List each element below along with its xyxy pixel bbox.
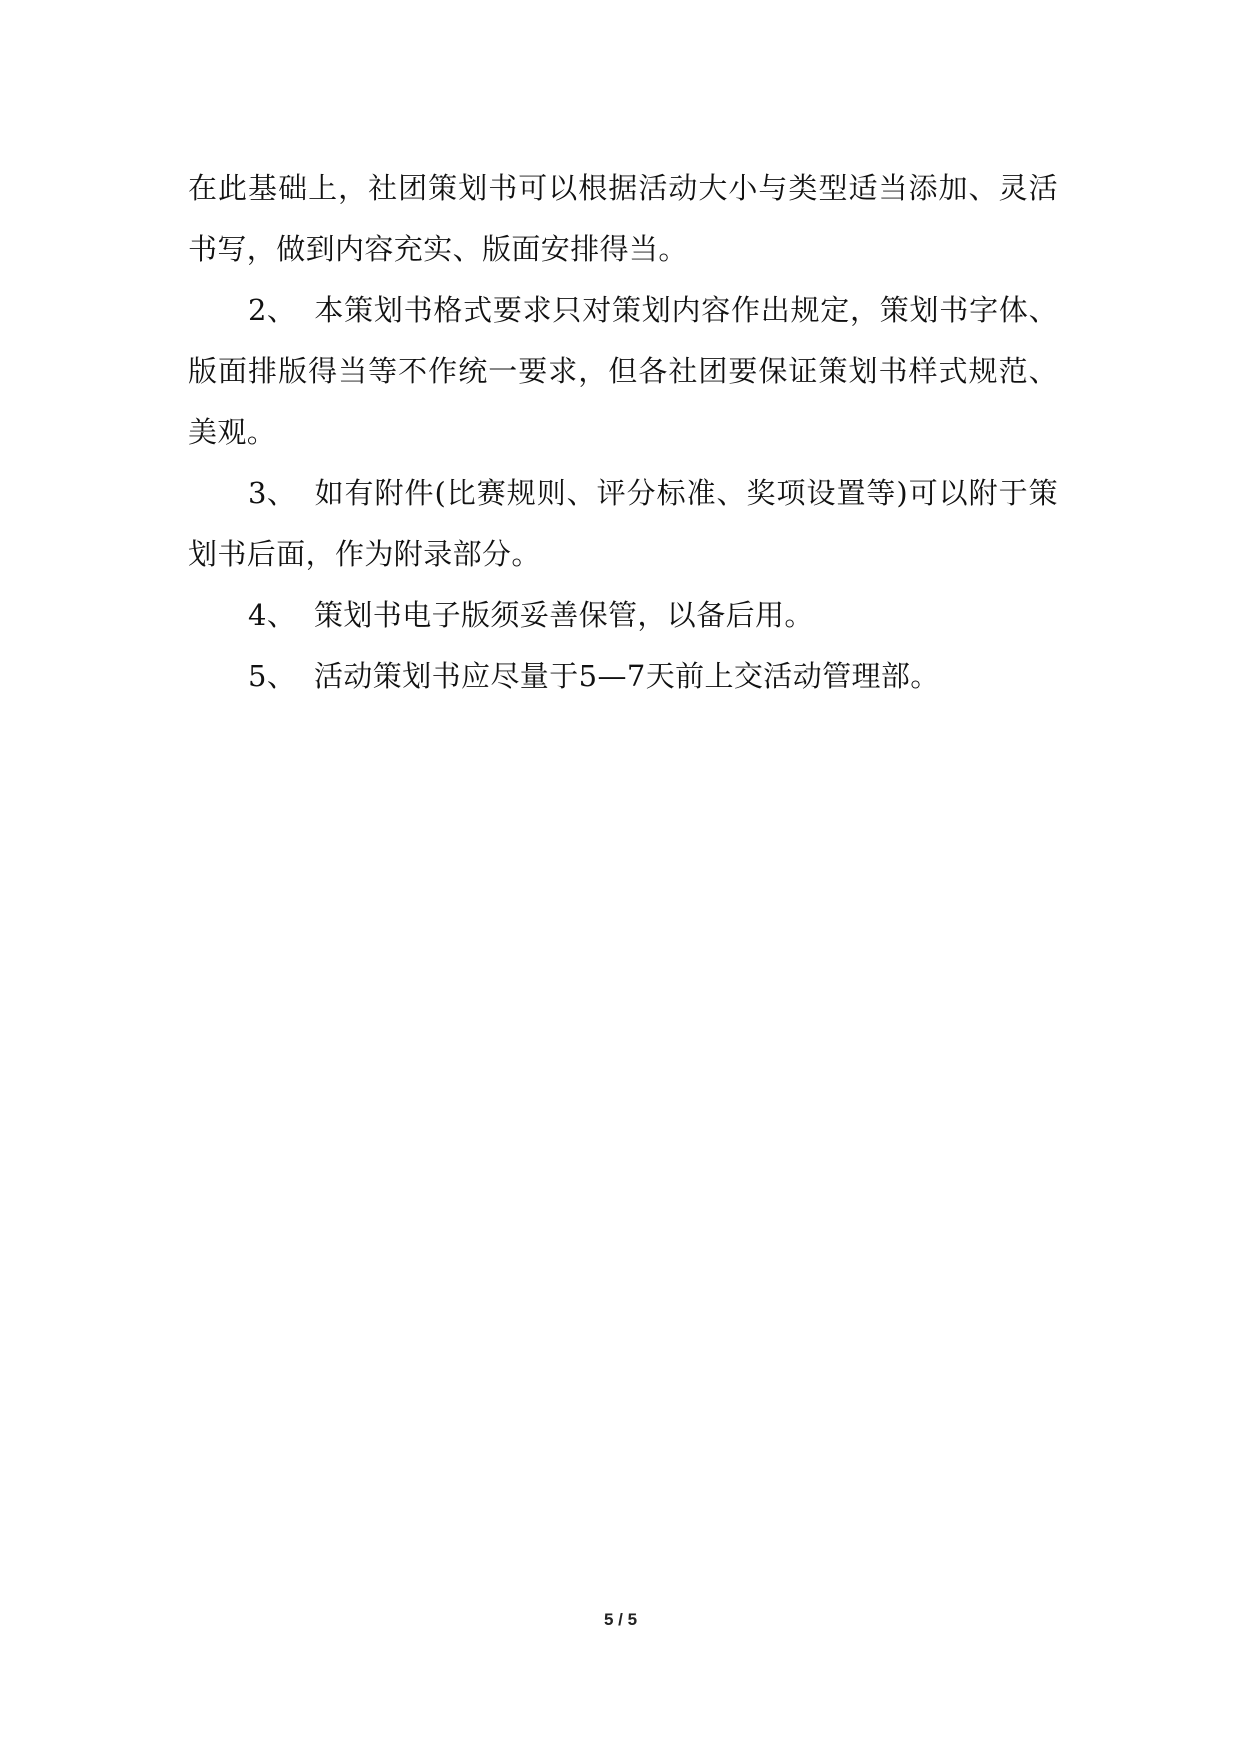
list-item-text: 策划书电子版须妥善保管，以备后用。 (314, 598, 814, 632)
list-item-4 (188, 585, 1058, 646)
list-item-text: 活动策划书应尽量于5—7天前上交活动管理部。 (314, 659, 940, 693)
page-number: 5 / 5 (603, 1610, 638, 1629)
list-item-3 (188, 463, 1058, 585)
list-item-text: 本策划书格式要求只对策划内容作出规定，策划书字体、版面排版得当等不作统一要求，但各社团要保证策划书样式规范、美观。 (188, 293, 1058, 449)
list-item-5 (188, 646, 1058, 707)
list-number: 5、 (248, 659, 297, 693)
paragraph-text: 在此基础上，社团策划书可以根据活动大小与类型适当添加、灵活书写，做到内容充实、版面安排得当。 (188, 171, 1058, 266)
list-number: 4、 (248, 598, 297, 632)
list-item-text: 如有附件(比赛规则、评分标准、奖项设置等)可以附于策划书后面，作为附录部分。 (188, 476, 1058, 571)
list-item-2 (188, 280, 1058, 463)
list-number: 2、 (248, 293, 297, 327)
paragraph-continuation (188, 158, 1058, 280)
document-body (188, 158, 1058, 707)
list-number: 3、 (248, 476, 297, 510)
